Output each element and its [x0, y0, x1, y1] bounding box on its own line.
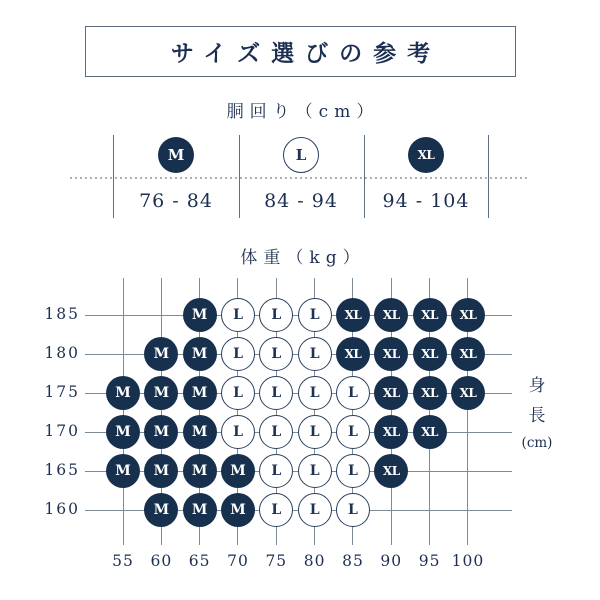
weight-label-75: 75: [265, 552, 288, 570]
size-cell-165-90: XL: [374, 454, 408, 488]
waist-separator-line-3: [488, 135, 489, 218]
size-cell-170-85: L: [336, 415, 370, 449]
size-cell-160-85: L: [336, 493, 370, 527]
waist-size-circle-m: M: [158, 137, 194, 173]
waist-dotted-line: [70, 177, 530, 179]
size-cell-180-100: XL: [451, 337, 485, 371]
size-cell-185-70: L: [221, 298, 255, 332]
size-cell-180-65: M: [183, 337, 217, 371]
size-cell-185-100: XL: [451, 298, 485, 332]
weight-label-90: 90: [380, 552, 403, 570]
size-cell-185-95: XL: [413, 298, 447, 332]
height-label-165: 165: [44, 461, 80, 479]
height-axis-unit: (cm): [521, 435, 553, 451]
weight-label-65: 65: [188, 552, 211, 570]
size-cell-185-65: M: [183, 298, 217, 332]
waist-range-xl: 94 - 104: [382, 190, 470, 212]
size-cell-170-75: L: [259, 415, 293, 449]
height-label-170: 170: [44, 422, 80, 440]
size-cell-170-65: M: [183, 415, 217, 449]
size-cell-185-75: L: [259, 298, 293, 332]
waist-size-circle-l: L: [283, 137, 319, 173]
size-cell-165-75: L: [259, 454, 293, 488]
size-cell-185-90: XL: [374, 298, 408, 332]
weight-label-55: 55: [112, 552, 134, 570]
size-cell-180-95: XL: [413, 337, 447, 371]
size-cell-180-80: L: [298, 337, 332, 371]
size-cell-180-60: M: [144, 337, 178, 371]
size-cell-165-60: M: [144, 454, 178, 488]
size-cell-175-70: L: [221, 376, 255, 410]
size-cell-160-80: L: [298, 493, 332, 527]
height-label-160: 160: [44, 500, 80, 518]
height-label-175: 175: [44, 383, 80, 401]
size-cell-185-85: XL: [336, 298, 370, 332]
size-cell-170-95: XL: [413, 415, 447, 449]
waist-range-m: 76 - 84: [139, 190, 213, 212]
height-label-185: 185: [44, 305, 80, 323]
size-cell-180-75: L: [259, 337, 293, 371]
size-cell-170-60: M: [144, 415, 178, 449]
size-cell-180-90: XL: [374, 337, 408, 371]
size-cell-170-55: M: [106, 415, 140, 449]
size-cell-160-65: M: [183, 493, 217, 527]
waist-separator-line-1: [239, 135, 240, 218]
size-cell-175-60: M: [144, 376, 178, 410]
size-cell-165-85: L: [336, 454, 370, 488]
size-cell-170-70: L: [221, 415, 255, 449]
weight-label-95: 95: [418, 552, 441, 570]
size-cell-165-55: M: [106, 454, 140, 488]
size-cell-165-70: M: [221, 454, 255, 488]
size-cell-160-70: M: [221, 493, 255, 527]
waist-section-heading: 胴回り（cm）: [226, 102, 380, 122]
weight-label-80: 80: [303, 552, 326, 570]
height-axis-kanji-2: 長: [528, 406, 546, 426]
page-title: サイズ選びの参考: [170, 40, 442, 67]
size-cell-175-55: M: [106, 376, 140, 410]
size-cell-175-100: XL: [451, 376, 485, 410]
size-cell-175-75: L: [259, 376, 293, 410]
size-cell-165-80: L: [298, 454, 332, 488]
height-axis-kanji-1: 身: [528, 376, 546, 396]
size-cell-160-75: L: [259, 493, 293, 527]
size-cell-165-65: M: [183, 454, 217, 488]
size-cell-160-60: M: [144, 493, 178, 527]
size-cell-185-80: L: [298, 298, 332, 332]
waist-separator-line-2: [364, 135, 365, 218]
weight-label-85: 85: [342, 552, 364, 570]
size-cell-175-80: L: [298, 376, 332, 410]
size-cell-175-95: XL: [413, 376, 447, 410]
size-cell-180-85: XL: [336, 337, 370, 371]
size-cell-180-70: L: [221, 337, 255, 371]
waist-separator-line-0: [113, 135, 114, 218]
size-cell-170-80: L: [298, 415, 332, 449]
size-cell-175-85: L: [336, 376, 370, 410]
waist-size-circle-xl: XL: [408, 137, 444, 173]
weight-section-heading: 体重（kg）: [240, 248, 366, 268]
waist-range-l: 84 - 94: [264, 190, 338, 212]
weight-label-60: 60: [150, 552, 173, 570]
size-cell-175-90: XL: [374, 376, 408, 410]
size-cell-175-65: M: [183, 376, 217, 410]
grid-line-weight-55: [123, 278, 124, 545]
height-axis-label: [515, 371, 559, 455]
title-box: [85, 26, 516, 77]
size-cell-170-90: XL: [374, 415, 408, 449]
weight-label-70: 70: [227, 552, 249, 570]
weight-label-100: 100: [451, 552, 485, 570]
height-label-180: 180: [44, 344, 80, 362]
